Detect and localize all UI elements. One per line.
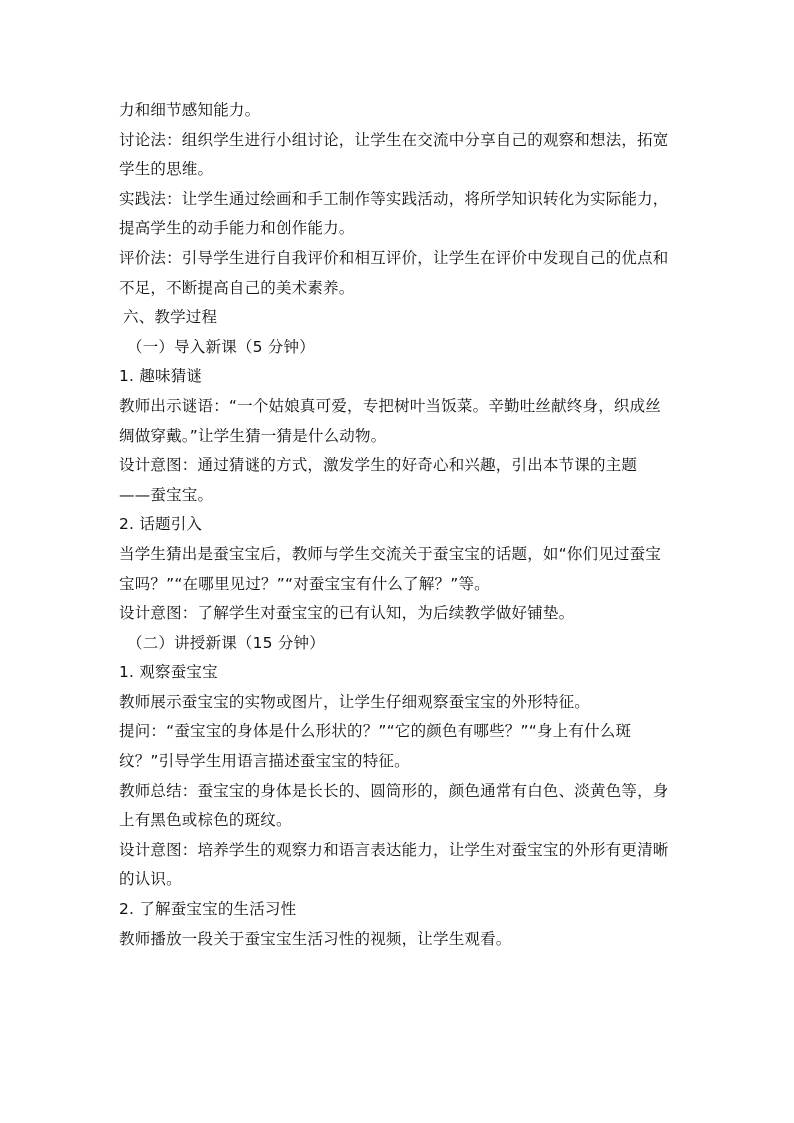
- text-line: 设计意图：培养学生的观察力和语言表达能力，让学生对蚕宝宝的外形有更清晰: [119, 840, 669, 859]
- text-line: 教师展示蚕宝宝的实物或图片，让学生仔细观察蚕宝宝的外形特征。: [119, 692, 591, 711]
- item-heading: 1. 趣味猜谜: [119, 367, 203, 386]
- subsection-heading: （一）导入新课（5 分钟）: [127, 337, 315, 356]
- item-heading: 2. 话题引入: [119, 515, 203, 534]
- text-line: 力和细节感知能力。: [119, 101, 261, 119]
- section-heading: 六、教学过程: [123, 308, 218, 327]
- text-line: 教师出示谜语：“一个姑娘真可爱，专把树叶当饭菜。辛勤吐丝献终身，织成丝: [119, 396, 662, 415]
- text-line: 纹？”引导学生用语言描述蚕宝宝的特征。: [119, 752, 410, 771]
- subsection-heading: （二）讲授新课（15 分钟）: [127, 633, 325, 652]
- text-line: 绸做穿戴。”让学生猜一猜是什么动物。: [119, 426, 387, 445]
- text-line: 上有黑色或棕色的斑纹。: [119, 811, 292, 830]
- text-line: 讨论法：组织学生进行小组讨论，让学生在交流中分享自己的观察和想法，拓宽: [119, 130, 669, 149]
- text-line: 教师总结：蚕宝宝的身体是长长的、圆筒形的，颜色通常有白色、淡黄色等，身: [119, 781, 669, 800]
- text-line: 评价法：引导学生进行自我评价和相互评价，让学生在评价中发现自己的优点和: [119, 248, 669, 267]
- text-line: 教师播放一段关于蚕宝宝生活习性的视频，让学生观看。: [119, 929, 512, 948]
- document-body: [119, 96, 681, 954]
- item-heading: 2. 了解蚕宝宝的生活习性: [119, 900, 297, 919]
- text-line: 学生的思维。: [119, 160, 214, 179]
- text-line: 实践法：让学生通过绘画和手工制作等实践活动，将所学知识转化为实际能力，: [119, 189, 669, 208]
- text-line: ——蚕宝宝。: [119, 485, 214, 504]
- text-line: 当学生猜出是蚕宝宝后，教师与学生交流关于蚕宝宝的话题，如“你们见过蚕宝: [119, 544, 662, 563]
- text-line: 不足，不断提高自己的美术素养。: [119, 278, 355, 297]
- text-line: 宝吗？”“在哪里见过？”“对蚕宝宝有什么了解？”等。: [119, 574, 490, 593]
- text-line: 提高学生的动手能力和创作能力。: [119, 219, 355, 238]
- item-heading: 1. 观察蚕宝宝: [119, 663, 218, 682]
- text-line: 的认识。: [119, 870, 182, 889]
- text-line: 设计意图：了解学生对蚕宝宝的已有认知，为后续教学做好铺垫。: [119, 604, 575, 623]
- text-line: 设计意图：通过猜谜的方式，激发学生的好奇心和兴趣，引出本节课的主题: [119, 456, 638, 475]
- text-line: 提问：“蚕宝宝的身体是什么形状的？”“它的颜色有哪些？”“身上有什么斑: [119, 722, 632, 741]
